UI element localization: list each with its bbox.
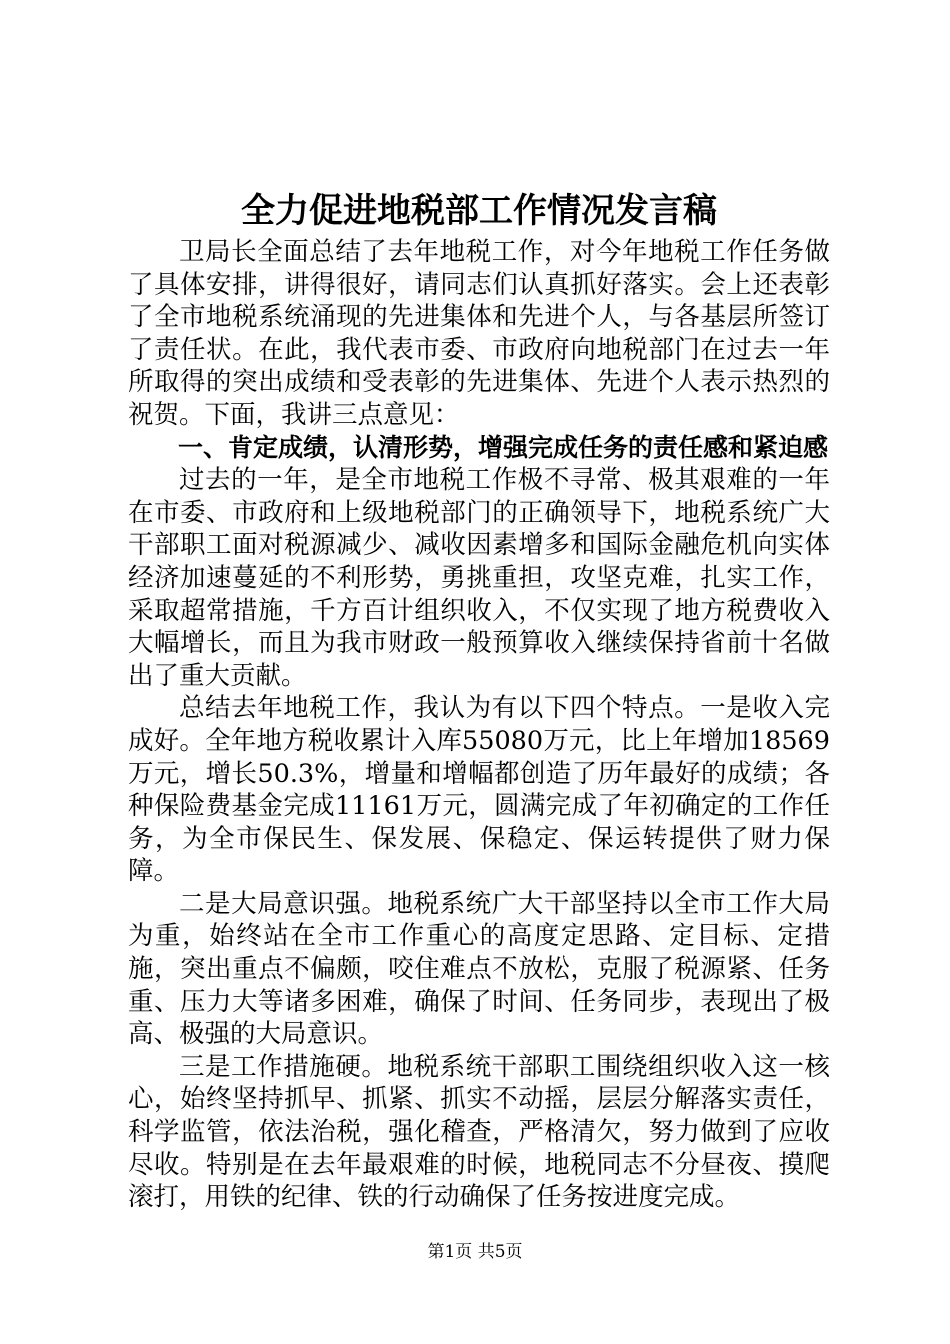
paragraph-past-year: 过去的一年，是全市地税工作极不寻常、极其艰难的一年在市委、市政府和上级地税部门的正确领导下，地税系统广大干部职工面对税源减少、减收因素增多和国际金融危机向实体经济加速蔓延的不利形势，勇挑重担，攻坚克难，扎实工作，采取超常措施，千方百计组织收入，不仅实现了地方税费收入大幅增长，而且为我市财政一般预算收入继续保持省前十名做出了重大贡献。 [128,465,830,691]
paragraph-intro: 卫局长全面总结了去年地税工作，对今年地税工作任务做了具体安排，讲得很好，请同志们认真抓好落实。会上还表彰了全市地税系统涌现的先进集体和先进个人，与各基层所签订了责任状。在此，我代表市委、市政府向地税部门在过去一年所取得的突出成绩和受表彰的先进集体、先进个人表示热烈的祝贺。下面，我讲三点意见： [128,237,830,430]
document-title: 全力促进地税部工作情况发言稿 [241,191,717,231]
section-heading-1: 一、肯定成绩，认清形势，增强完成任务的责任感和紧迫感 [178,432,829,462]
paragraph-work-measures: 三是工作措施硬。地税系统干部职工围绕组织收入这一核心，始终坚持抓早、抓紧、抓实不动摇，层层分解落实责任，科学监管，依法治税，强化稽查，严格清欠，努力做到了应收尽收。特别是在去年最艰难的时候，地税同志不分昼夜、摸爬滚打，用铁的纪律、铁的行动确保了任务按进度完成。 [128,1051,830,1213]
document-body [128,186,830,1214]
page-number-footer: 第1页 共5页 [427,1242,523,1262]
paragraph-overall-awareness: 二是大局意识强。地税系统广大干部坚持以全市工作大局为重，始终站在全市工作重心的高度定思路、定目标、定措施，突出重点不偏颇，咬住难点不放松，克服了税源紧、任务重、压力大等诸多困难，确保了时间、任务同步，表现出了极高、极强的大局意识。 [128,888,830,1050]
paragraph-summary: 总结去年地税工作，我认为有以下四个特点。一是收入完成好。全年地方税收累计入库55080万元，比上年增加18569万元，增长50.3%，增量和增幅都创造了历年最好的成绩；各种保险费基金完成11161万元，圆满完成了年初确定的工作任务，为全市保民生、保发展、保稳定、保运转提供了财力保障。 [128,693,830,887]
